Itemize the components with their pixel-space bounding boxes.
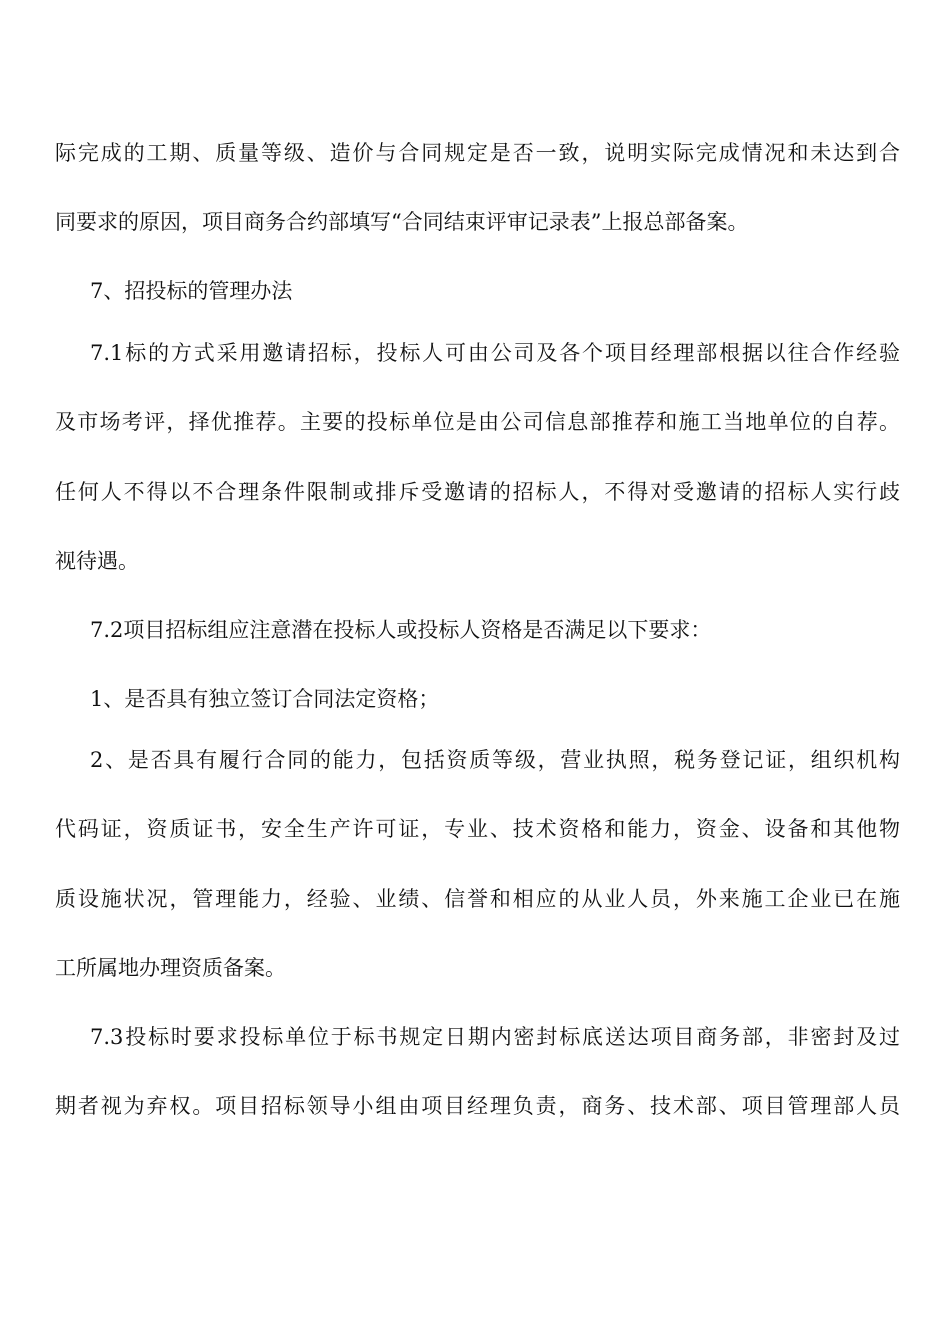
paragraph-line-15: 期者视为弃权。项目招标领导小组由项目经理负责，商务、技术部、项目管理部人员 — [55, 1094, 900, 1118]
paragraph-line-1: 际完成的工期、质量等级、造价与合同规定是否一致，说明实际完成情况和未达到合 — [55, 141, 900, 165]
paragraph-line-8: 7.2项目招标组应注意潜在投标人或投标人资格是否满足以下要求： — [90, 618, 712, 642]
paragraph-line-2: 同要求的原因，项目商务合约部填写“合同结束评审记录表”上报总部备案。 — [55, 210, 749, 234]
paragraph-line-9: 1、是否具有独立签订合同法定资格； — [90, 687, 440, 711]
paragraph-line-10: 2、是否具有履行合同的能力，包括资质等级，营业执照，税务登记证，组织机构 — [90, 748, 900, 772]
paragraph-line-11: 代码证，资质证书，安全生产许可证，专业、技术资格和能力，资金、设备和其他物 — [55, 817, 900, 841]
paragraph-line-13: 工所属地办理资质备案。 — [55, 956, 286, 980]
section-heading-7: 7、招投标的管理办法 — [90, 279, 293, 303]
paragraph-line-7: 视待遇。 — [55, 549, 139, 573]
paragraph-line-4: 7.1标的方式采用邀请招标，投标人可由公司及各个项目经理部根据以往合作经验 — [90, 341, 900, 365]
paragraph-line-6: 任何人不得以不合理条件限制或排斥受邀请的招标人，不得对受邀请的招标人实行歧 — [55, 480, 900, 504]
paragraph-line-14: 7.3投标时要求投标单位于标书规定日期内密封标底送达项目商务部，非密封及过 — [90, 1025, 900, 1049]
paragraph-line-5: 及市场考评，择优推荐。主要的投标单位是由公司信息部推荐和施工当地单位的自荐。 — [55, 410, 900, 434]
paragraph-line-12: 质设施状况，管理能力，经验、业绩、信誉和相应的从业人员，外来施工企业已在施 — [55, 887, 900, 911]
